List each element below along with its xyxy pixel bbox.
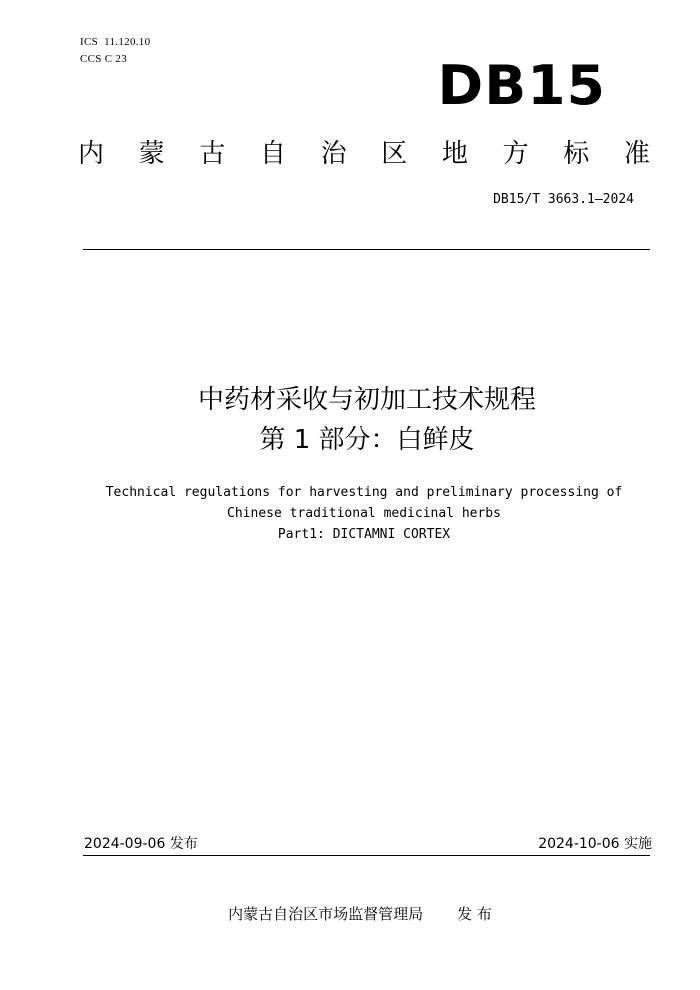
footer-divider <box>83 855 650 856</box>
standard-type-char: 自 <box>259 139 286 169</box>
header-divider <box>83 249 650 250</box>
classification-codes <box>80 34 150 68</box>
standard-type-char: 区 <box>381 139 408 169</box>
standard-type-char: 治 <box>320 139 347 169</box>
publisher <box>0 903 700 925</box>
english-title-line-1: Technical regulations for harvesting and preliminary processing of <box>105 485 623 500</box>
publisher-name: 内蒙古自治区市场监督管理局 <box>228 905 424 923</box>
standard-number: DB15/T 3663.1—2024 <box>493 192 634 207</box>
ics-code: ICS 11.120.10 <box>80 36 151 48</box>
standard-type-char: 古 <box>199 139 226 169</box>
standard-mark: DB15 <box>437 54 606 117</box>
ccs-code: CCS C 23 <box>80 53 128 65</box>
standard-type-char: 准 <box>623 139 650 169</box>
standard-type-title <box>78 134 650 174</box>
english-title-line-3: Part1: DICTAMNI CORTEX <box>277 527 451 542</box>
implementation-date: 2024-10-06 实施 <box>538 836 652 852</box>
standard-type-char: 标 <box>563 139 590 169</box>
chinese-title-line-1: 中药材采收与初加工技术规程 <box>197 385 536 415</box>
english-title-line-2: Chinese traditional medicinal herbs <box>227 506 501 521</box>
chinese-title-line-2: 第 1 部分：白鲜皮 <box>259 425 475 455</box>
standard-type-char: 地 <box>441 139 468 169</box>
issue-date: 2024-09-06 发布 <box>84 836 198 852</box>
standard-type-char: 方 <box>502 139 529 169</box>
standard-type-char: 内 <box>78 139 105 169</box>
publisher-action: 发 布 <box>457 905 492 923</box>
standard-type-char: 蒙 <box>138 139 165 169</box>
